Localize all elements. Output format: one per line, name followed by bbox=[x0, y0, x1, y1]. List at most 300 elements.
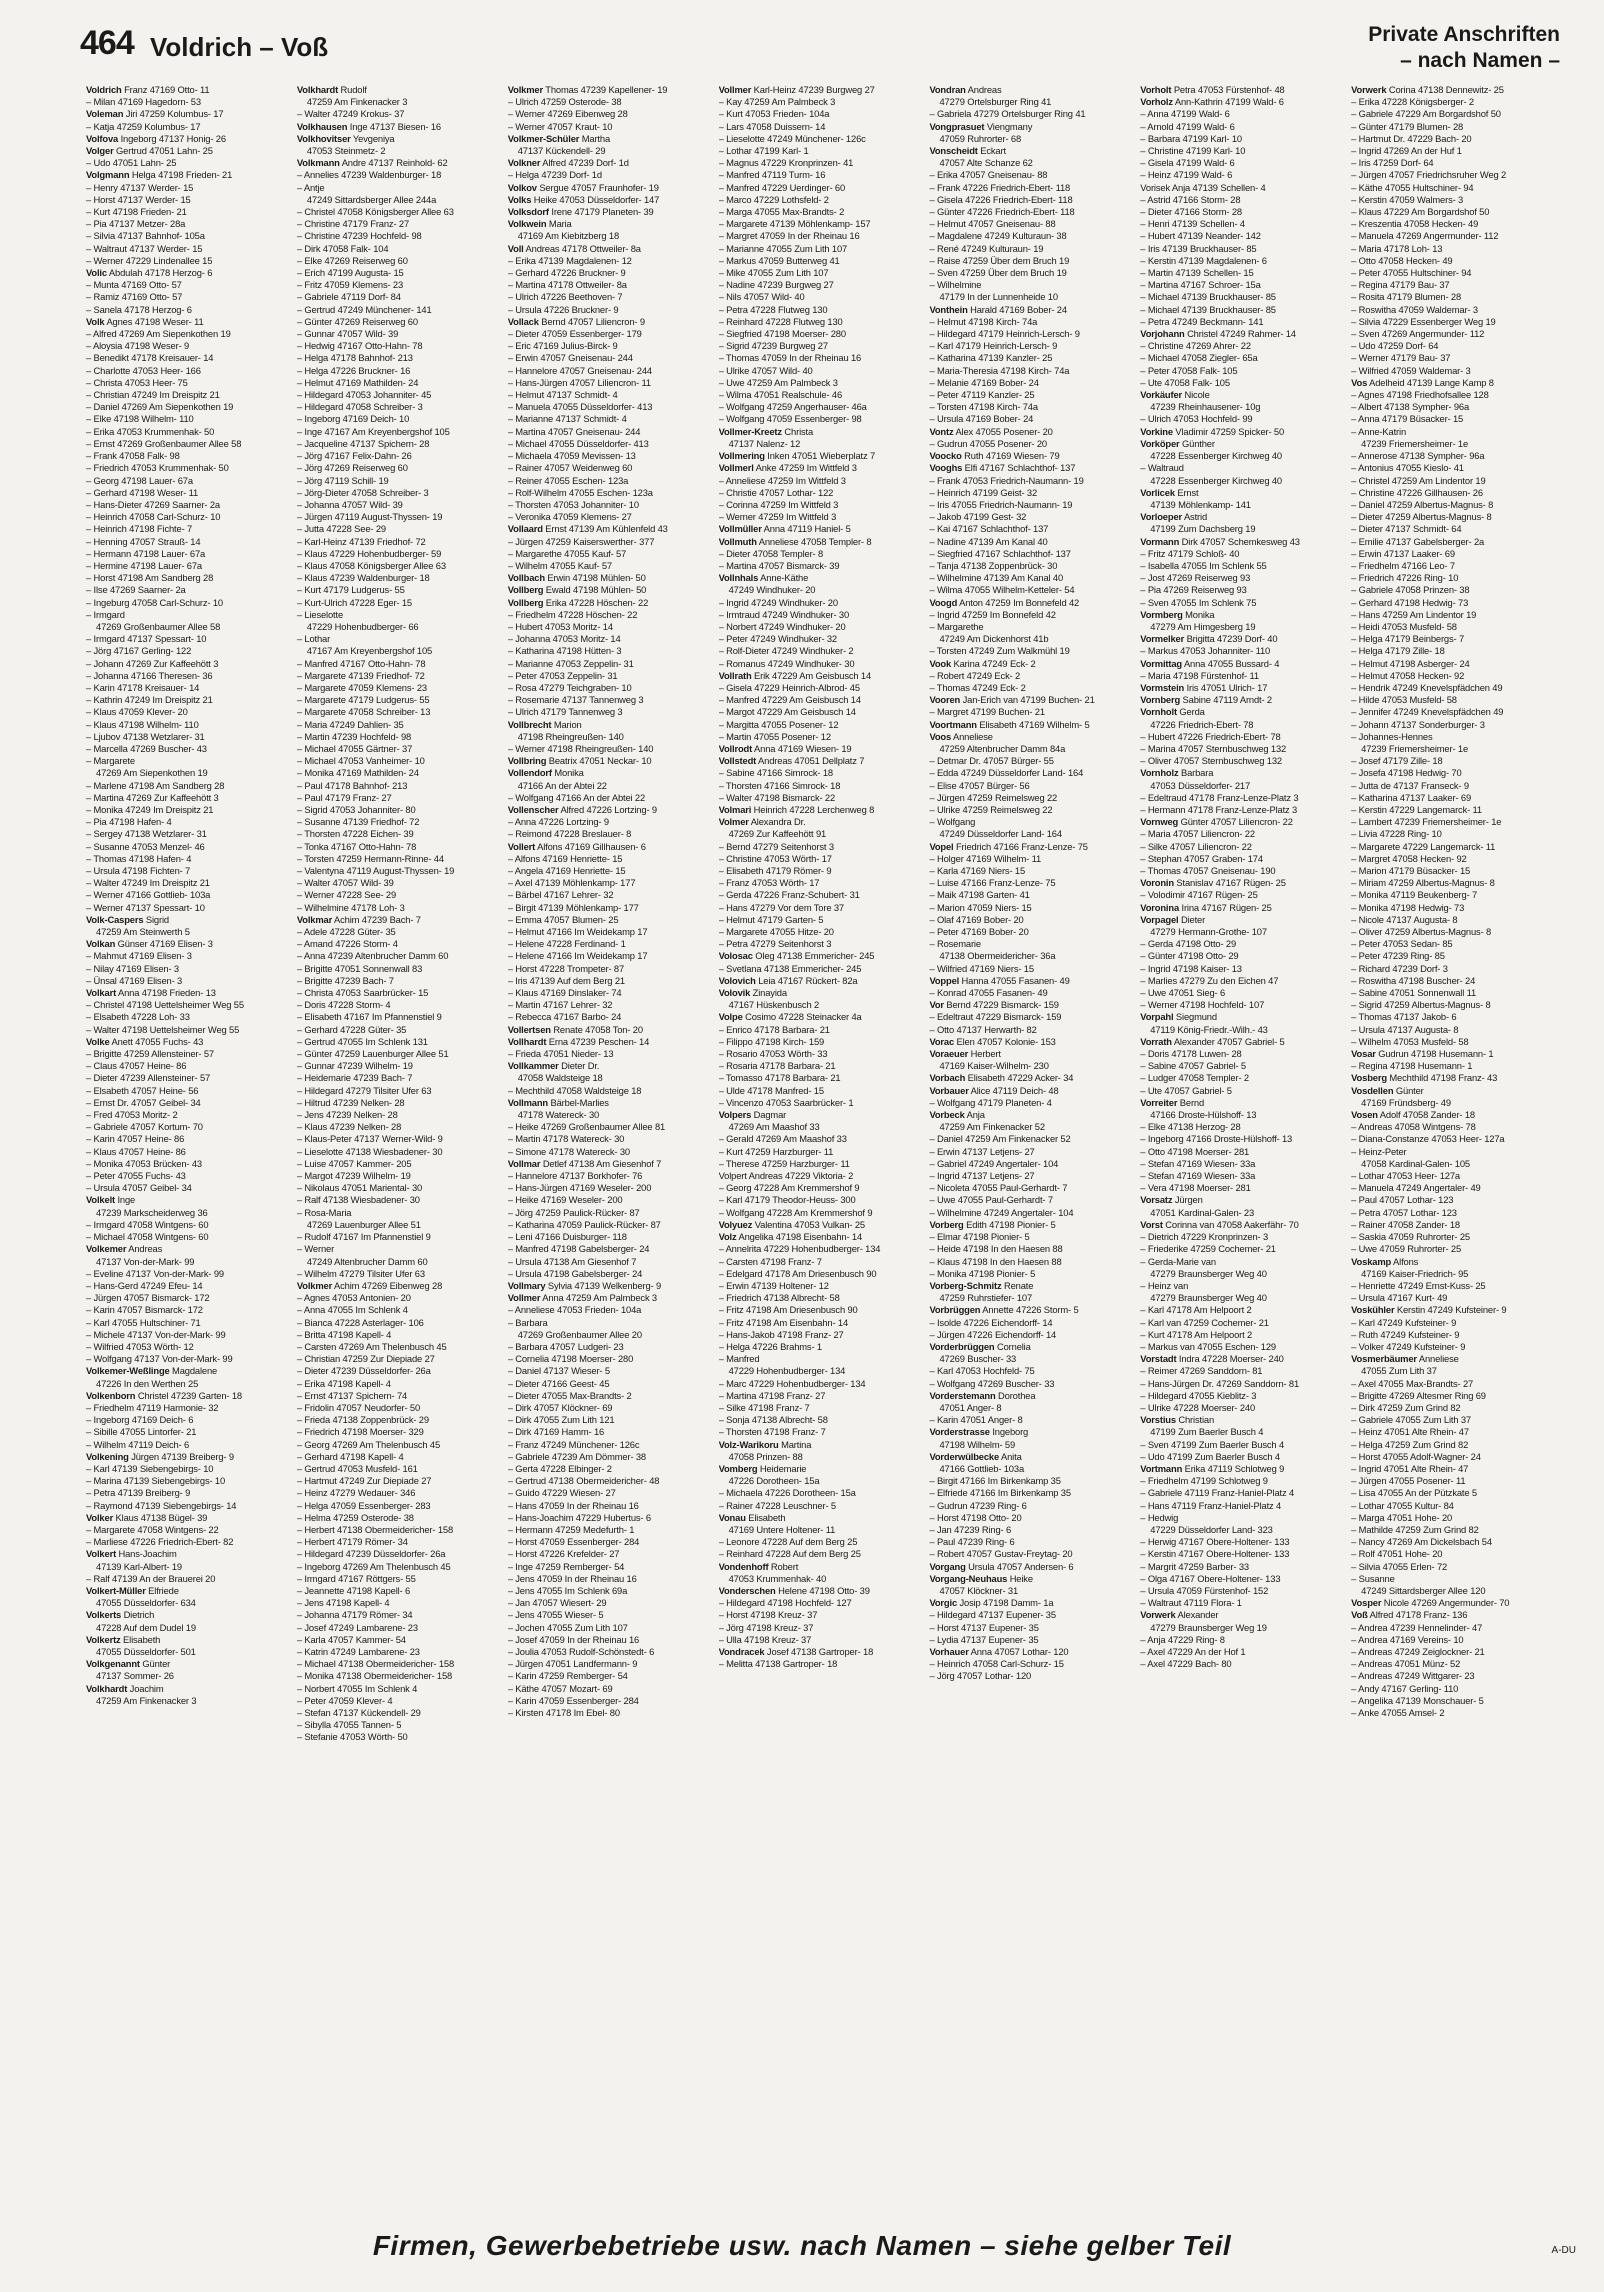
section-title bbox=[1368, 22, 1560, 74]
directory-entry: – Erika 47139 Magdalenen- 12 bbox=[507, 254, 632, 266]
directory-entry: – Mahmut 47169 Elisen- 3 bbox=[86, 950, 192, 962]
directory-entry: – Bernd 47279 Seitenhorst 3 bbox=[718, 840, 834, 852]
directory-entry: 47249 Windhuker- 20 bbox=[728, 584, 816, 596]
directory-entry: – Miriam 47259 Albertus-Magnus- 8 bbox=[1351, 877, 1495, 889]
directory-entry-head: Vormstein Iris 47051 Ulrich- 17 bbox=[1140, 681, 1268, 693]
directory-entry: – Ruth 47249 Kufsteiner- 9 bbox=[1351, 1328, 1460, 1340]
directory-entry: – Christine 47053 Wörth- 17 bbox=[718, 852, 832, 864]
surname: Volkert bbox=[86, 1548, 117, 1560]
directory-entry: – Helene 47166 Im Weidekamp 17 bbox=[507, 950, 648, 962]
directory-entry: – Josef 47179 Zille- 18 bbox=[1351, 755, 1443, 767]
directory-entry: – Petra 47139 Breiberg- 9 bbox=[86, 1487, 191, 1499]
directory-entry-head: Volz Angelika 47198 Eisenbahn- 14 bbox=[718, 1231, 863, 1243]
directory-entry: – Rebecca 47167 Barbo- 24 bbox=[507, 1011, 622, 1023]
directory-entry: – Sigrid 47053 Johanniter- 80 bbox=[296, 803, 416, 815]
directory-entry: – Jörg 47259 Paulick-Rücker- 87 bbox=[507, 1206, 640, 1218]
directory-entry-head: Volic Abdulah 47178 Herzog- 6 bbox=[86, 267, 213, 279]
directory-entry: – Manuela 47269 Angermunder- 112 bbox=[1351, 230, 1499, 242]
directory-entry-head: Volovik Zinayida bbox=[718, 987, 787, 999]
directory-entry: – Josefa 47198 Hedwig- 70 bbox=[1351, 767, 1462, 779]
directory-entry: – Heidemarie 47239 Bach- 7 bbox=[296, 1072, 413, 1084]
directory-entry: – Luise 47166 Franz-Lenze- 75 bbox=[929, 877, 1056, 889]
directory-entry-head: Vollrodt Anna 47169 Wiesen- 19 bbox=[718, 742, 852, 754]
directory-entry: – Brigitte 47239 Bach- 7 bbox=[296, 974, 394, 986]
directory-entry: – Helmut 47169 Mathilden- 24 bbox=[296, 376, 419, 388]
directory-entry: – Mike 47055 Zum Lith 107 bbox=[718, 267, 829, 279]
directory-entry-head: Vorbrüggen Annette 47226 Storm- 5 bbox=[929, 1304, 1079, 1316]
directory-entry: – Gunnar 47239 Wilhelm- 19 bbox=[296, 1060, 413, 1072]
surname: Volkart bbox=[86, 987, 117, 999]
directory-entry: – Manuela 47055 Düsseldorfer- 413 bbox=[507, 401, 653, 413]
directory-entry: – Barbara 47057 Ludgeri- 23 bbox=[507, 1340, 624, 1352]
surname: Vosberg bbox=[1351, 1072, 1387, 1084]
directory-entry: – Vincenzo 47053 Saarbrücker- 1 bbox=[718, 1096, 854, 1108]
surname: Vorwerk bbox=[1140, 1609, 1176, 1621]
surname: Vollkammer bbox=[507, 1060, 559, 1072]
directory-entry: – Friedhelm 47166 Leo- 7 bbox=[1351, 559, 1455, 571]
directory-entry: – Wilma 47055 Wilhelm-Ketteler- 54 bbox=[929, 584, 1075, 596]
directory-entry: – Ingeborg 47169 Deich- 6 bbox=[86, 1414, 194, 1426]
directory-entry: – Josef 47059 In der Rheinau 16 bbox=[507, 1633, 640, 1645]
directory-entry-head: Vortmann Erika 47119 Schlotweg 9 bbox=[1140, 1462, 1285, 1474]
directory-entry: – Johanna 47053 Moritz- 14 bbox=[507, 633, 621, 645]
directory-entry: – Hartmut 47249 Zur Diepiade 27 bbox=[296, 1475, 432, 1487]
directory-entry: – Erika 47198 Kapell- 4 bbox=[296, 1377, 391, 1389]
directory-entry: – Horst 47198 Am Sandberg 28 bbox=[86, 572, 214, 584]
surname: Vorholt bbox=[1140, 84, 1172, 95]
directory-entry: – Rosita 47179 Blumen- 28 bbox=[1351, 291, 1462, 303]
directory-entry: – Erwin 47139 Holtener- 12 bbox=[718, 1279, 829, 1291]
directory-entry: – Manfred 47198 Gabelsberger- 24 bbox=[507, 1243, 650, 1255]
directory-entry: – Munta 47169 Otto- 57 bbox=[86, 279, 182, 291]
directory-entry: – Isolde 47226 Eichendorff- 14 bbox=[929, 1316, 1053, 1328]
directory-entry: – Hannelore 47137 Borkhofer- 76 bbox=[507, 1170, 643, 1182]
directory-entry: – Jutta 47228 See- 29 bbox=[296, 523, 386, 535]
directory-entry: – Walter 47249 Im Dreispitz 21 bbox=[86, 877, 210, 889]
surname: Vorpahl bbox=[1140, 1011, 1174, 1023]
directory-entry-head: Vorstadt Indra 47228 Moerser- 240 bbox=[1140, 1353, 1284, 1365]
surname: Vorberg bbox=[929, 1218, 964, 1230]
directory-entry: – Christel 47259 Am Lindentor 19 bbox=[1351, 474, 1486, 486]
directory-entry: – Kurt 47053 Frieden- 104a bbox=[718, 108, 830, 120]
directory-entry: – Otto 47137 Herwarth- 82 bbox=[929, 1023, 1037, 1035]
directory-entry: – Simone 47178 Watereck- 30 bbox=[507, 1145, 630, 1157]
directory-entry: – Roswitha 47198 Buscher- 24 bbox=[1351, 974, 1476, 986]
directory-entry: – Udo 47051 Lahn- 25 bbox=[86, 157, 177, 169]
directory-entry: – Hannelore 47057 Gneisenau- 244 bbox=[507, 364, 652, 376]
directory-entry-head: Voronina Irina 47167 Rügen- 25 bbox=[1140, 901, 1272, 913]
directory-entry-head: Volkwein Maria bbox=[507, 218, 572, 230]
directory-entry: – Arnold 47199 Wald- 6 bbox=[1140, 120, 1235, 132]
directory-entry: – Elke 47138 Herzog- 28 bbox=[1140, 1121, 1241, 1133]
directory-entry: – Hermann 47178 Franz-Lenze-Platz 3 bbox=[1140, 803, 1298, 815]
directory-entry: – Michael 47055 Düsseldorfer- 413 bbox=[507, 437, 649, 449]
directory-entry: – Helga 47179 Zille- 18 bbox=[1351, 645, 1445, 657]
surname: Volkgenannt bbox=[86, 1658, 140, 1670]
directory-entry: – Friedhelm 47228 Höschen- 22 bbox=[507, 608, 638, 620]
directory-entry: – Michaela 47226 Dorotheen- 15a bbox=[718, 1487, 856, 1499]
directory-entry: – Lothar 47055 Kultur- 84 bbox=[1351, 1499, 1454, 1511]
directory-columns bbox=[86, 84, 1556, 2194]
directory-entry-head: Volfova Ingeborg 47137 Honig- 26 bbox=[86, 132, 226, 144]
directory-entry: – Christine 47226 Gillhausen- 26 bbox=[1351, 486, 1483, 498]
directory-entry: – Anneliese 47053 Frieden- 104a bbox=[507, 1304, 642, 1316]
directory-entry: – Georg 47228 Am Kremmershof 9 bbox=[718, 1182, 860, 1194]
directory-entry: – Elke 47269 Reiserweg 60 bbox=[296, 254, 408, 266]
surname: Volkmann bbox=[296, 157, 340, 169]
directory-entry: – Dieter 47239 Düsseldorfer- 26a bbox=[296, 1365, 431, 1377]
directory-entry: 47053 Krummenhak- 40 bbox=[728, 1572, 827, 1584]
directory-entry: – Frank 47226 Friedrich-Ebert- 118 bbox=[929, 181, 1071, 193]
directory-entry: – Margitta 47055 Posener- 12 bbox=[718, 718, 839, 730]
directory-entry: 47169 Fründsberg- 49 bbox=[1361, 1096, 1451, 1108]
directory-entry: – Ingrid 47051 Alte Rhein- 47 bbox=[1351, 1462, 1469, 1474]
directory-entry: – Helmut 47198 Kirch- 74a bbox=[929, 315, 1038, 327]
directory-entry-head: Vollmer-Kreetz Christa bbox=[718, 425, 814, 437]
directory-entry: – Peter 47055 Fuchs- 43 bbox=[86, 1170, 186, 1182]
directory-entry: – Thorsten 47198 Franz- 7 bbox=[718, 1426, 826, 1438]
directory-entry: – Marco 47229 Lothsfeld- 2 bbox=[718, 193, 829, 205]
directory-entry: – Hans-Jürgen Dr. 47269 Sanddorn- 81 bbox=[1140, 1377, 1300, 1389]
surname: Vormberg bbox=[1140, 608, 1183, 620]
directory-entry: – Kurt 47179 Ludgerus- 55 bbox=[296, 584, 405, 596]
directory-entry-head: Vollmer Anna 47259 Am Palmbeck 3 bbox=[507, 1292, 657, 1304]
directory-entry: – Sanela 47178 Herzog- 6 bbox=[86, 303, 192, 315]
directory-entry: – Doris 47178 Luwen- 28 bbox=[1140, 1048, 1242, 1060]
directory-entry: 47059 Ruhrorter- 68 bbox=[939, 132, 1022, 144]
directory-entry: – Birgit 47139 Möhlenkamp- 177 bbox=[507, 901, 639, 913]
directory-entry: – Herbert 47179 Römer- 34 bbox=[296, 1536, 408, 1548]
surname: Volkmer bbox=[296, 1279, 333, 1291]
directory-entry: – Udo 47199 Zum Baerler Busch 4 bbox=[1140, 1450, 1280, 1462]
directory-entry: – Ursula 47169 Bober- 24 bbox=[929, 413, 1034, 425]
directory-entry-head: Vorpahl Siegmund bbox=[1140, 1011, 1217, 1023]
directory-entry: 47269 Großenbaumer Allee 58 bbox=[96, 620, 221, 632]
directory-entry-head: Vorwerk Alexander bbox=[1140, 1609, 1219, 1621]
directory-entry: – Bärbel 47167 Lehrer- 32 bbox=[507, 889, 614, 901]
directory-entry: – Johann 47269 Zur Kaffeehött 3 bbox=[86, 657, 219, 669]
directory-entry: – Friedrich 47053 Krummenhak- 50 bbox=[86, 462, 229, 474]
directory-entry: – Joulia 47053 Rudolf-Schönstedt- 6 bbox=[507, 1646, 655, 1657]
directory-entry: – Monika 47053 Brücken- 43 bbox=[86, 1157, 202, 1169]
directory-entry: – Gertrud 47138 Obermeidericher- 48 bbox=[507, 1475, 660, 1487]
directory-entry: – Uwe 47259 Am Palmbeck 3 bbox=[718, 376, 838, 388]
directory-entry: – Bianca 47228 Asterlager- 106 bbox=[296, 1316, 424, 1328]
directory-entry: – Jens 47055 Wieser- 5 bbox=[507, 1609, 604, 1621]
directory-entry: – Gertrud 47055 Im Schlenk 131 bbox=[296, 1035, 428, 1047]
surname: Volovik bbox=[718, 987, 751, 999]
directory-entry: – Maria-Theresia 47198 Kirch- 74a bbox=[929, 364, 1070, 376]
directory-entry: – Walter 47198 Uettelsheimer Weg 55 bbox=[86, 1023, 240, 1035]
surname: Volkhardt bbox=[86, 1682, 128, 1694]
directory-entry: – Erwin 47057 Gneisenau- 244 bbox=[507, 352, 633, 364]
directory-entry: 47169 Am Kiebitzberg 18 bbox=[517, 230, 620, 242]
directory-entry: – Jürgen 47259 Kaiserswerther- 377 bbox=[507, 535, 655, 547]
directory-entry: – Anna 47179 Büsacker- 15 bbox=[1351, 413, 1464, 425]
directory-entry-head: Vorholz Ann-Kathrin 47199 Wald- 6 bbox=[1140, 96, 1284, 108]
directory-entry: – Kurt 47259 Harzburger- 11 bbox=[718, 1145, 834, 1157]
surname: Vorjohann bbox=[1140, 328, 1185, 340]
directory-entry: – Annerose 47138 Sympher- 96a bbox=[1351, 450, 1485, 462]
directory-entry: – Heinz 47199 Wald- 6 bbox=[1140, 169, 1233, 181]
directory-entry-head: Volkerts Dietrich bbox=[86, 1609, 155, 1621]
directory-entry: – Klaus 47229 Am Borgardshof 50 bbox=[1351, 206, 1490, 218]
directory-entry: – Peter 47055 Hultschiner- 94 bbox=[1351, 267, 1472, 279]
surname: Vollmer-Kreetz bbox=[718, 425, 782, 437]
directory-entry: – Wilhelm 47279 Tilsiter Ufer 63 bbox=[296, 1267, 425, 1279]
directory-entry: – Maria 47057 Liliencron- 22 bbox=[1140, 828, 1255, 840]
surname: Vorbauer bbox=[929, 1084, 969, 1096]
directory-entry: – Kirsten 47178 Im Ebel- 80 bbox=[507, 1707, 620, 1719]
directory-entry: – Marc 47229 Hohenbudberger- 134 bbox=[718, 1377, 866, 1389]
directory-entry: – Gerhard 47226 Bruckner- 9 bbox=[507, 267, 626, 279]
directory-entry: – Manuela 47249 Angertaler- 49 bbox=[1351, 1182, 1481, 1194]
directory-entry: – Erika 47057 Gneisenau- 88 bbox=[929, 169, 1048, 181]
directory-entry-head: Vorderbrüggen Cornelia bbox=[929, 1340, 1031, 1352]
directory-entry-head: Vollbrecht Marion bbox=[507, 718, 582, 730]
directory-entry: – Robert 47249 Eck- 2 bbox=[929, 669, 1021, 681]
directory-entry: – Friedhelm 47119 Harmonie- 32 bbox=[86, 1401, 219, 1413]
directory-entry-head: Vosen Adolf 47058 Zander- 18 bbox=[1351, 1109, 1475, 1121]
directory-entry: – Edda 47249 Düsseldorfer Land- 164 bbox=[929, 767, 1084, 779]
directory-entry: – Hildegard 47137 Eupener- 35 bbox=[929, 1609, 1056, 1621]
directory-entry: – Ünsal 47169 Elisen- 3 bbox=[86, 974, 183, 986]
directory-entry: – Gerda-Marie van bbox=[1140, 1255, 1216, 1267]
directory-entry: – Hiltrud 47239 Nelken- 28 bbox=[296, 1096, 405, 1108]
footer-note: Firmen, Gewerbebetriebe usw. nach Namen – siehe gelber Teil bbox=[372, 2230, 1232, 2261]
directory-entry: – Wolfgang 47179 Planeten- 4 bbox=[929, 1096, 1052, 1108]
surname: Vooren bbox=[929, 694, 961, 706]
directory-entry: – Lars 47058 Duissern- 14 bbox=[718, 120, 826, 132]
directory-entry: – Wilfried 47053 Wörth- 12 bbox=[86, 1340, 194, 1352]
directory-entry: – Rosa-Maria bbox=[296, 1206, 352, 1218]
directory-entry: – Cornelia 47198 Moerser- 280 bbox=[507, 1353, 634, 1365]
directory-entry: – Uwe 47051 Sieg- 6 bbox=[1140, 987, 1226, 999]
directory-entry: – Kay 47259 Am Palmbeck 3 bbox=[718, 96, 836, 108]
directory-entry: – Elfriede 47166 Im Birkenkamp 35 bbox=[929, 1487, 1071, 1499]
directory-entry-head: Vorst Corinna van 47058 Aakerfähr- 70 bbox=[1140, 1218, 1299, 1230]
directory-entry-head: Vorac Elen 47057 Kolonie- 153 bbox=[929, 1035, 1056, 1047]
directory-entry: – Erika 47053 Krummenhak- 50 bbox=[86, 425, 215, 437]
directory-entry: – Fritz 47179 Schloß- 40 bbox=[1140, 547, 1240, 559]
surname: Voll bbox=[507, 242, 524, 254]
directory-entry: – Martin 47178 Watereck- 30 bbox=[507, 1133, 625, 1145]
directory-entry: – Margarete bbox=[86, 755, 135, 767]
directory-entry: – Hans 47259 Am Lindentor 19 bbox=[1351, 608, 1477, 620]
directory-entry: – Rudolf 47167 Im Pfannenstiel 9 bbox=[296, 1231, 431, 1243]
directory-entry-head: Volmer Alexandra Dr. bbox=[718, 816, 806, 828]
directory-entry: – Ulrich 47259 Osterode- 38 bbox=[507, 96, 622, 108]
directory-entry: 47139 Karl-Albert- 19 bbox=[96, 1560, 182, 1572]
directory-entry: 47167 Am Kreyenbergshof 105 bbox=[306, 645, 433, 657]
directory-entry: – Ingrid 47269 An der Huf 1 bbox=[1351, 145, 1462, 157]
directory-entry: – Kai 47167 Schlachthof- 137 bbox=[929, 523, 1049, 535]
directory-entry: 47269 Großenbaumer Allee 20 bbox=[517, 1328, 642, 1340]
surname: Vormittag bbox=[1140, 657, 1183, 669]
directory-entry-head: Vormittag Anna 47055 Bussard- 4 bbox=[1140, 657, 1280, 669]
directory-entry: – Manfred 47229 Am Geisbusch 14 bbox=[718, 694, 861, 706]
directory-entry: – Tomasso 47178 Barbara- 21 bbox=[718, 1072, 841, 1084]
surname: Vos bbox=[1351, 376, 1368, 388]
directory-entry-head: Vollberg Erika 47228 Höschen- 22 bbox=[507, 596, 649, 608]
directory-entry: – Martina 47167 Schroer- 15a bbox=[1140, 279, 1261, 291]
directory-entry: – Petra 47228 Flutweg 130 bbox=[718, 303, 828, 315]
surname: Vorkäufer bbox=[1140, 389, 1183, 401]
directory-entry-head: Volmari Heinrich 47228 Lerchenweg 8 bbox=[718, 803, 875, 815]
directory-entry-head: Volkert Hans-Joachim bbox=[86, 1548, 177, 1560]
directory-entry: – Reiner 47055 Eschen- 123a bbox=[507, 474, 629, 486]
directory-entry: – Gerhard 47228 Güter- 35 bbox=[296, 1023, 407, 1035]
directory-entry-head: Vosmerbäumer Anneliese bbox=[1351, 1353, 1459, 1365]
directory-entry: – Lieselotte 47249 Münchener- 126c bbox=[718, 132, 866, 144]
directory-entry: – Robert 47057 Gustav-Freytag- 20 bbox=[929, 1548, 1073, 1560]
directory-entry: – Anna 47055 Im Schlenk 4 bbox=[296, 1304, 408, 1316]
directory-entry: – Ljubov 47138 Wetzlarer- 31 bbox=[86, 730, 205, 742]
directory-entry: – Margret 47059 In der Rheinau 16 bbox=[718, 230, 860, 242]
directory-entry: – Günter 47226 Friedrich-Ebert- 118 bbox=[929, 206, 1075, 218]
surname: Vorstius bbox=[1140, 1414, 1176, 1426]
surname: Volkwein bbox=[507, 218, 547, 230]
directory-entry: – Martina 47178 Ottweiler- 8a bbox=[507, 279, 627, 291]
directory-entry: – Petra 47279 Seitenhorst 3 bbox=[718, 938, 832, 950]
directory-column bbox=[1351, 84, 1556, 2194]
directory-entry: – Helga 47239 Dorf- 1d bbox=[507, 169, 602, 181]
directory-entry-head: Vollmuth Anneliese 47058 Templer- 8 bbox=[718, 535, 872, 547]
directory-entry: – Roswitha 47059 Waldemar- 3 bbox=[1351, 303, 1478, 315]
surname: Volger bbox=[86, 145, 114, 157]
directory-entry: – Werner 47198 Hochfeld- 107 bbox=[1140, 999, 1265, 1011]
directory-entry: – Christine 47179 Franz- 27 bbox=[296, 218, 410, 230]
surname: Voleman bbox=[86, 108, 124, 120]
directory-entry-head: Vor Bernd 47229 Bismarck- 159 bbox=[929, 999, 1059, 1011]
directory-entry-head: Vollbach Erwin 47198 Mühlen- 50 bbox=[507, 572, 646, 584]
directory-entry: – Daniel 47259 Am Finkenacker 52 bbox=[929, 1133, 1071, 1145]
directory-entry: – Corinna 47259 Im Wittfeld 3 bbox=[718, 498, 839, 510]
directory-entry-head: Vollendorf Monika bbox=[507, 767, 584, 779]
directory-entry: – Magdalene 47249 Kulturaun- 38 bbox=[929, 230, 1067, 242]
directory-entry: – Birgit 47166 Im Birkenkamp 35 bbox=[929, 1475, 1061, 1487]
directory-entry: – Kerstin 47059 Walmers- 3 bbox=[1351, 193, 1464, 205]
directory-entry: – Nadine 47239 Burgweg 27 bbox=[718, 279, 834, 291]
directory-entry: 47228 Essenberger Kirchweg 40 bbox=[1150, 450, 1282, 462]
directory-entry: – Thorsten 47228 Eichen- 39 bbox=[296, 828, 414, 840]
directory-entry: – Karin 47259 Remberger- 54 bbox=[507, 1670, 628, 1682]
directory-entry: – Rolf 47051 Hohe- 20 bbox=[1351, 1548, 1443, 1560]
directory-entry: – Walter 47249 Krokus- 37 bbox=[296, 108, 405, 120]
directory-entry: 47249 Altenbrucher Damm 60 bbox=[306, 1255, 428, 1267]
directory-entry: – Axel 47139 Möhlenkamp- 177 bbox=[507, 877, 636, 889]
directory-entry: – Markus 47059 Butterweg 41 bbox=[718, 254, 840, 266]
directory-entry: – Hedwig bbox=[1140, 1511, 1179, 1523]
directory-entry: – Christine 47269 Ahrer- 22 bbox=[1140, 340, 1251, 352]
directory-entry: 47239 Markscheiderweg 36 bbox=[96, 1206, 208, 1218]
surname: Vorstadt bbox=[1140, 1353, 1177, 1365]
directory-entry: – Stefanie 47053 Wörth- 50 bbox=[296, 1731, 408, 1743]
directory-entry-head: Volk-Caspers Sigrid bbox=[86, 913, 169, 925]
directory-entry: – Irmgard bbox=[86, 608, 125, 620]
directory-entry: – Wilhelm 47053 Musfeld- 58 bbox=[1351, 1035, 1469, 1047]
surname: Vollmüller bbox=[718, 523, 762, 535]
directory-entry-head: Volks Heike 47053 Düsseldorfer- 147 bbox=[507, 193, 660, 205]
directory-entry: – Christa 47053 Heer- 75 bbox=[86, 376, 188, 388]
directory-entry: – Peter 47058 Falk- 105 bbox=[1140, 364, 1238, 376]
directory-entry: – Monika 47119 Beukenberg- 7 bbox=[1351, 889, 1478, 901]
directory-entry: – Wilhelm 47055 Kauf- 57 bbox=[507, 559, 612, 571]
directory-entry: – Marianne 47137 Schmidt- 4 bbox=[507, 413, 627, 425]
surname: Vollmerl bbox=[718, 462, 754, 474]
directory-entry: – Jan 47057 Wiesert- 29 bbox=[507, 1597, 607, 1609]
surname: Vorac bbox=[929, 1035, 955, 1047]
directory-entry-head: Voll Andreas 47178 Ottweiler- 8a bbox=[507, 242, 641, 254]
directory-entry: – Klaus 47057 Heine- 86 bbox=[86, 1145, 186, 1157]
directory-entry: 47053 Steinmetz- 2 bbox=[306, 145, 386, 157]
directory-entry: – Wilma 47051 Realschule- 46 bbox=[718, 389, 843, 401]
directory-entry: – Hildegard 47055 Kieblitz- 3 bbox=[1140, 1389, 1257, 1401]
directory-entry: – Lieselotte 47138 Wiesbadener- 30 bbox=[296, 1145, 443, 1157]
surname: Vorpagel bbox=[1140, 913, 1179, 925]
surname: Vongprasuet bbox=[929, 120, 985, 132]
directory-entry: – Gabriela 47279 Ortelsburger Ring 41 bbox=[929, 108, 1086, 120]
surname: Volyuez bbox=[718, 1218, 753, 1230]
surname: Vollberg bbox=[507, 596, 544, 608]
directory-entry: – Charlotte 47053 Heer- 166 bbox=[86, 364, 201, 376]
directory-entry-head: Vollkammer Dieter Dr. bbox=[507, 1060, 600, 1072]
directory-entry: – Livia 47228 Ring- 10 bbox=[1351, 828, 1442, 840]
directory-entry: – Lydia 47137 Eupener- 35 bbox=[929, 1633, 1039, 1645]
surname: Vornweg bbox=[1140, 816, 1179, 828]
directory-entry: – Karin 47051 Anger- 8 bbox=[929, 1414, 1023, 1426]
directory-entry-head: Volksdorf Irene 47179 Planeten- 39 bbox=[507, 206, 654, 218]
directory-entry-head: Vorberg Edith 47198 Pionier- 5 bbox=[929, 1218, 1056, 1230]
surname: Volk-Caspers bbox=[86, 913, 144, 925]
directory-entry: – Sergey 47138 Wetzlarer- 31 bbox=[86, 828, 207, 840]
directory-entry: – Horst 47059 Essenberger- 284 bbox=[507, 1536, 640, 1548]
directory-entry: – Ingeborg 47169 Deich- 10 bbox=[296, 413, 410, 425]
directory-entry-head: Volz-Warikoru Martina bbox=[718, 1438, 812, 1450]
directory-entry: 47228 Auf dem Dudel 19 bbox=[96, 1621, 196, 1633]
surname: Volk bbox=[86, 315, 105, 327]
surname: Vopel bbox=[929, 840, 954, 852]
directory-entry: – Klaus 47198 Wilhelm- 110 bbox=[86, 718, 199, 730]
directory-entry: – Lisa 47055 An der Pützkate 5 bbox=[1351, 1487, 1477, 1499]
directory-entry: – Anna 47239 Altenbrucher Damm 60 bbox=[296, 950, 449, 962]
directory-entry: – Johannes-Hennes bbox=[1351, 730, 1433, 742]
directory-entry: 47055 Düsseldorfer- 501 bbox=[96, 1646, 196, 1657]
directory-entry: – Dirk 47055 Zum Lith 121 bbox=[507, 1414, 615, 1426]
directory-entry: – Margarete 47055 Hitze- 20 bbox=[718, 926, 834, 938]
directory-entry: – Katharina 47198 Hütten- 3 bbox=[507, 645, 622, 657]
directory-column bbox=[1140, 84, 1345, 2194]
surname: Vorgic bbox=[929, 1597, 958, 1609]
directory-entry-head: Volkert-Müller Elfriede bbox=[86, 1584, 179, 1596]
directory-entry: – Nicoleta 47055 Paul-Gerhardt- 7 bbox=[929, 1182, 1068, 1194]
directory-entry-head: Voortmann Elisabeth 47169 Wilhelm- 5 bbox=[929, 718, 1090, 730]
directory-entry: – Luise 47057 Kammer- 205 bbox=[296, 1157, 412, 1169]
page-number: 464 bbox=[80, 24, 134, 62]
directory-entry: – Jan 47239 Ring- 6 bbox=[929, 1523, 1012, 1535]
directory-entry: – Brigitte 47269 Altesmer Ring 69 bbox=[1351, 1389, 1486, 1401]
directory-entry: – Anna 47226 Lortzing- 9 bbox=[507, 816, 609, 828]
directory-entry: – Detmar Dr. 47057 Bürger- 55 bbox=[929, 755, 1054, 767]
surname: Vorkine bbox=[1140, 425, 1173, 437]
directory-entry-head: Volkhovitser Yevgeniya bbox=[296, 132, 395, 144]
directory-entry: – Hildegard 47239 Düsseldorfer- 26a bbox=[296, 1548, 446, 1560]
directory-entry: – Udo 47259 Dorf- 64 bbox=[1351, 340, 1439, 352]
directory-entry: – Henning 47057 Strauß- 14 bbox=[86, 535, 201, 547]
directory-entry: – Jens 47198 Kapell- 4 bbox=[296, 1597, 390, 1609]
surname: Volkmer-Schüler bbox=[507, 132, 580, 144]
directory-entry: – Olga 47167 Obere-Holtener- 133 bbox=[1140, 1572, 1281, 1584]
